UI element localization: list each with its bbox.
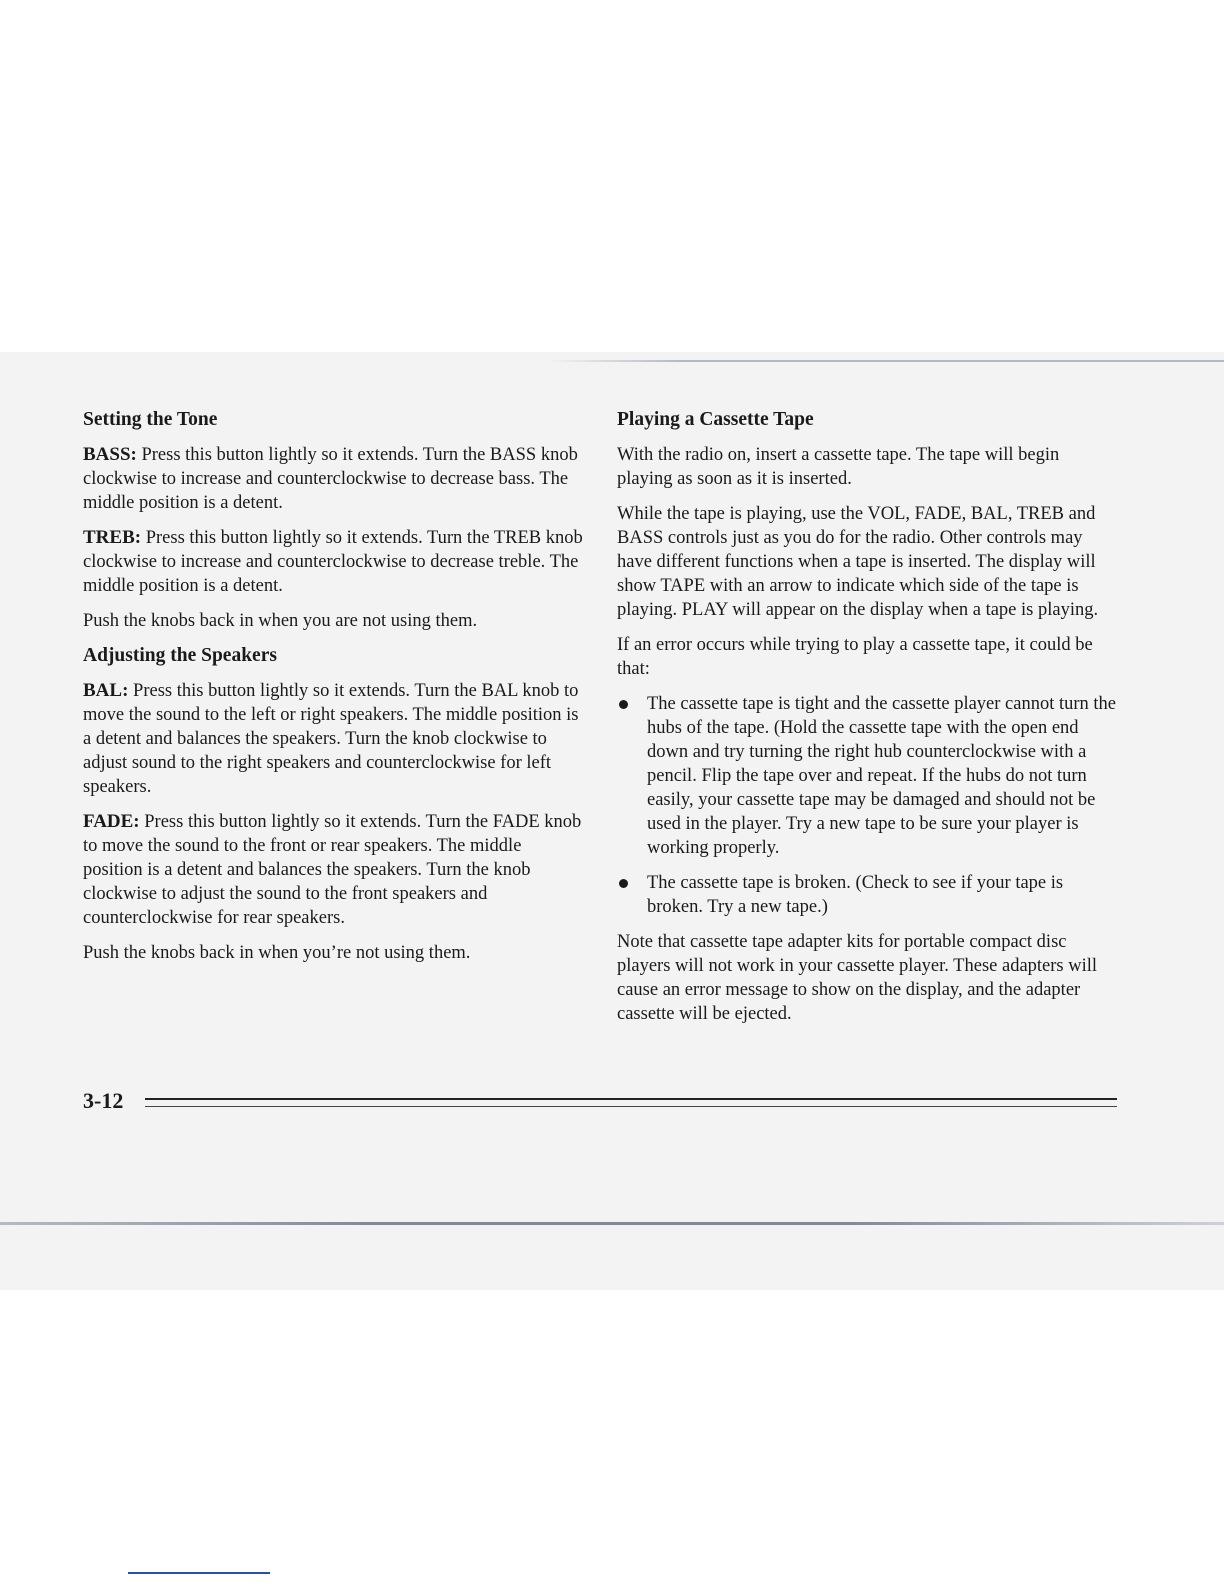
bass-paragraph: [83, 443, 583, 515]
right-column: [617, 408, 1117, 1037]
bullet-icon: [619, 700, 628, 709]
bullet-icon: [619, 879, 628, 888]
section-heading-playing-cassette: Playing a Cassette Tape: [617, 409, 814, 430]
cassette-controls-paragraph: While the tape is playing, use the VOL, FADE, BAL, TREB and BASS controls just as you do for the radio. Other controls may have different functions when a tape is inserted. The display will show TAPE with an arrow to indicate which side of the tape is playing. PLAY will appear on the display when a tape is playing.: [617, 504, 1099, 620]
fade-paragraph: [83, 810, 583, 930]
bass-text: Press this button lightly so it extends. Turn the BASS knob clockwise to increase and counterclockwise to decrease bass. The middle position is a detent.: [83, 445, 578, 513]
treb-text: Press this button lightly so it extends. Turn the TREB knob clockwise to increase and counterclockwise to decrease treble. The middle position is a detent.: [83, 528, 583, 596]
adapter-note-paragraph: Note that cassette tape adapter kits for portable compact disc players will not work in your cassette player. These adapters will cause an error message to show on the display, and the adapter cassette will be ejected.: [617, 932, 1098, 1024]
cassette-error-paragraph: If an error occurs while trying to play a cassette tape, it could be that:: [617, 635, 1093, 679]
list-item: [617, 871, 1117, 919]
bottom-scan-rule: [0, 1222, 1224, 1225]
treb-term: TREB:: [83, 527, 142, 548]
footer-double-rule: [145, 1098, 1117, 1107]
bass-term: BASS:: [83, 444, 137, 465]
push-knobs-note: Push the knobs back in when you are not using them.: [83, 611, 478, 631]
bal-text: Press this button lightly so it extends. Turn the BAL knob to move the sound to the left or right speakers. The middle position is a detent and balances the speakers. Turn the knob clockwise to adjust sound to the right speakers and counterclockwise for left speakers.: [83, 681, 579, 797]
cassette-intro-paragraph: With the radio on, insert a cassette tape. The tape will begin playing as soon as it is inserted.: [617, 445, 1060, 489]
top-scan-rule: [548, 360, 1224, 362]
page-number: 3-12: [83, 1088, 124, 1113]
list-item-text: The cassette tape is broken. (Check to see if your tape is broken. Try a new tape.): [647, 873, 1064, 917]
push-knobs-note-2: Push the knobs back in when you’re not using them.: [83, 943, 471, 963]
error-cause-list: [617, 692, 1117, 919]
bottom-underline: [128, 1572, 270, 1574]
section-heading-setting-tone: Setting the Tone: [83, 409, 218, 430]
bal-term: BAL:: [83, 680, 129, 701]
list-item-text: The cassette tape is tight and the cassette player cannot turn the hubs of the tape. (Hold the cassette tape with the open end down and try turning the right hub counterclockwise with a pencil. Flip the tape over and repeat. If the hubs do not turn easily, your cassette tape may be damaged and should not be used in the player. Try a new tape to be sure your player is working properly.: [647, 694, 1117, 858]
fade-term: FADE:: [83, 811, 140, 832]
treb-paragraph: [83, 526, 583, 598]
bal-paragraph: [83, 679, 583, 799]
section-heading-adjusting-speakers: Adjusting the Speakers: [83, 645, 277, 666]
list-item: [617, 692, 1117, 860]
left-column: [83, 408, 583, 976]
fade-text: Press this button lightly so it extends. Turn the FADE knob to move the sound to the front or rear speakers. The middle position is a detent and balances the speakers. Turn the knob clockwise to adjust the sound to the front speakers and counterclockwise for rear speakers.: [83, 812, 582, 928]
